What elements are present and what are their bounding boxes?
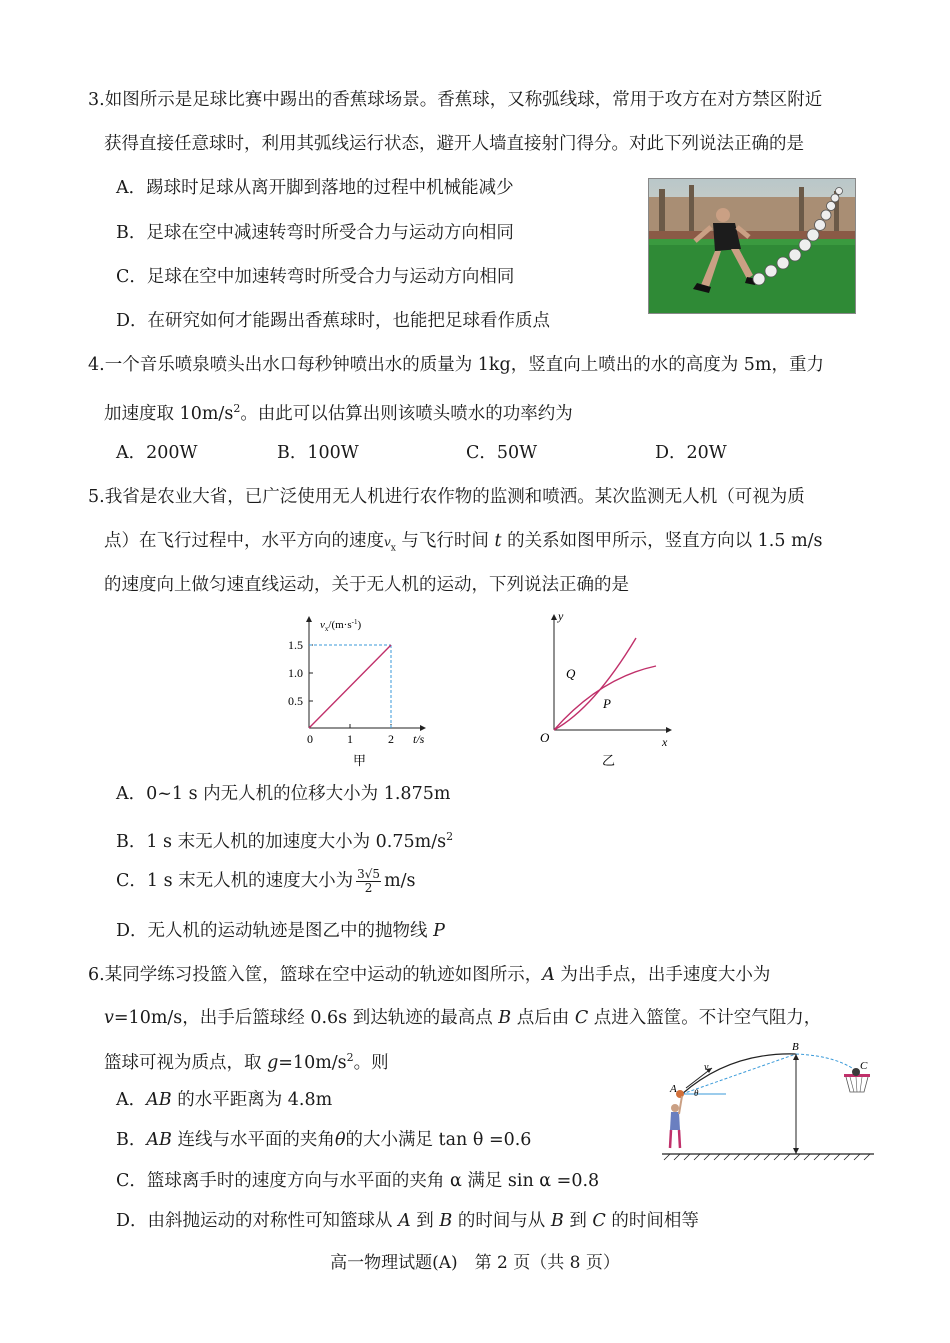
label-v: v [704,1062,709,1073]
q6-line3-c: 。则 [353,1052,389,1073]
figure-jia-vx-t-graph [270,608,440,770]
ab-chord [682,1054,796,1094]
trajectory-bc [796,1054,860,1074]
q6-optd-c: 的时间与从 [452,1211,551,1231]
kid-body-icon [670,1112,680,1130]
q6-line2-v: v [104,1008,114,1028]
q3-option-a: A．踢球时足球从离开脚到落地的过程中机械能减少 [116,178,514,198]
q6-line2-b: 点后由 [511,1008,575,1028]
q6-stem-line1 [88,963,770,987]
jia-y-arrow-icon [306,616,312,622]
q4-line2-sup: 2 [233,402,241,415]
q5-optd-p: P [433,921,445,941]
q6-optd-d: 到 [563,1211,593,1231]
q6-line2-a: =10m/s，出手后篮球经 0.6s 到达轨迹的最高点 [113,1008,499,1028]
q6-opta-text: 的水平距离为 4.8m [171,1090,333,1110]
q4-line2-pre: 加速度取 10m/s [104,403,234,424]
q5-line2-vsub: x [390,543,396,554]
yi-y-label: y [558,609,564,623]
q3-stem-line2: 获得直接任意球时，利用其弧线运行状态，避开人墙直接射门得分。对此下列说法正确的是 [104,134,804,154]
b-arrow-down-icon [793,1148,799,1154]
q5-optd-text: D．无人机的运动轨迹是图乙中的抛物线 [116,921,434,941]
q4-option-d: D．20W [655,443,727,463]
q5-option-c [116,868,416,895]
q6-optd-A: A [398,1211,411,1231]
q4-option-a: A．200W [116,443,198,463]
jia-xtick-2: 2 [388,732,394,746]
jia-xtick-1: 1 [347,732,353,746]
q5-line2-t: t [494,531,502,551]
q6-optb-theta: θ [334,1130,346,1150]
q6-line3-b: =10m/s [278,1052,347,1073]
q5-line2-a: 点）在飞行过程中，水平方向的速度 [104,531,384,551]
ball-in-hoop-icon [852,1068,860,1076]
q6-line1-a: 6.某同学练习投篮入筐，篮球在空中运动的轨迹如图所示， [88,965,543,985]
label-a: A [670,1083,677,1095]
q4-stem-line2 [104,397,573,426]
basketball-trajectory-figure [660,1038,880,1164]
q6-optd-a: D．由斜抛运动的对称性可知篮球从 [116,1211,399,1231]
q6-optd-b: 到 [410,1211,440,1231]
q4-line2-post: 。由此可以估算出则该喷头喷水的功率约为 [240,403,573,424]
q5-stem-line2 [104,529,823,561]
q3-option-d: D．在研究如何才能踢出香蕉球时，也能把足球看作质点 [116,311,551,331]
yi-x-label: x [662,735,668,749]
q6-optb-text2: 的大小满足 tan θ =0.6 [345,1130,532,1150]
q5-stem-line3: 的速度向上做匀速直线运动，关于无人机的运动，下列说法正确的是 [104,575,629,595]
q5-optc-den: 2 [364,881,373,895]
q6-optd-e: 的时间相等 [605,1211,699,1231]
kid-head-icon [671,1104,679,1112]
jia-ylabel: $v_x/(m\cdot s^{-1})$ [320,618,362,633]
q5-line2-v: v [384,535,391,549]
yi-x-arrow-icon [666,727,672,733]
b-arrow-up-icon [793,1054,799,1060]
q6-stem-line3 [104,1046,389,1075]
q6-line1-A: A [542,965,555,985]
q6-line2-C: C [574,1008,589,1028]
jia-ytick-0-5: 0.5 [288,694,303,708]
q6-line2-c: 点进入篮筐。不计空气阻力， [588,1008,822,1028]
yi-y-arrow-icon [551,614,557,620]
q6-option-d [116,1209,699,1233]
q6-line3-a: 篮球可视为质点，取 [104,1052,268,1073]
yi-caption: 乙 [602,754,616,769]
q6-optd-C: C [592,1211,606,1231]
q4-option-b: B．100W [277,443,359,463]
q3-option-c: C．足球在空中加速转弯时所受合力与运动方向相同 [116,267,515,287]
q6-optb-letter: B． [116,1130,147,1150]
q6-optb-text: 连线与水平面的夹角 [171,1130,335,1150]
page-footer: 高一物理试题(A) 第 2 页（共 8 页） [330,1253,620,1273]
label-c: C [860,1060,868,1072]
yi-p-label: P [603,696,611,711]
banana-kick-photo [648,178,856,314]
jia-ytick-1-0: 1.0 [288,666,303,680]
q5-optc-text: C．1 s 末无人机的速度大小为 [116,871,354,891]
q5-stem-line1: 5.我省是农业大省，已广泛使用无人机进行农作物的监测和喷洒。某次监测无人机（可视为质 [88,487,805,507]
q3-option-b: B．足球在空中减速转弯时所受合力与运动方向相同 [116,223,514,243]
q6-opta-letter: A． [116,1090,147,1110]
q5-line2-b: 与飞行时间 [395,531,495,551]
q6-line3-g: g [267,1052,279,1073]
jia-xtick-0: 0 [307,732,313,746]
q6-line1-b: 为出手点，出手速度大小为 [554,965,771,985]
banana-kick-illustration [649,179,855,313]
q5-optc-fraction [356,868,381,895]
figure-yi-trajectory [530,608,680,770]
q6-stem-line2 [104,1006,821,1030]
yi-q-label: Q [566,666,576,681]
jia-x-arrow-icon [420,725,426,731]
yi-origin-label: O [540,730,550,745]
q5-optc-num: 3√5 [357,867,381,881]
jia-caption: 甲 [353,754,367,769]
jia-ytick-1-5: 1.5 [288,638,303,652]
q6-option-a [116,1088,332,1112]
q5-option-a: A．0~1 s 内无人机的位移大小为 1.875m [116,784,451,804]
q5-optc-unit: m/s [384,871,416,891]
q6-line3-sup: 2 [346,1051,354,1064]
q5-optb-text: B．1 s 末无人机的加速度大小为 0.75m/s [116,831,447,852]
jia-vx-line [309,645,391,728]
q6-optd-B2: B [550,1211,564,1231]
q4-option-c: C．50W [466,443,538,463]
q4-stem-line1: 4.一个音乐喷泉喷头出水口每秒钟喷出水的质量为 1kg，竖直向上喷出的水的高度为 5m，重力 [88,355,824,375]
label-b: B [792,1041,799,1053]
q3-stem-line1: 3.如图所示是足球比赛中踢出的香蕉球场景。香蕉球，又称弧线球，常用于攻方在对方禁区附近 [88,90,823,110]
q5-line2-c: 的关系如图甲所示，竖直方向以 1.5 m/s [501,531,823,551]
q5-option-b [116,825,453,854]
ground-hatching [664,1154,870,1160]
q6-opta-ab: AB [146,1090,172,1110]
q5-option-d [116,919,445,943]
label-theta: θ [694,1088,699,1098]
q5-optb-sup: 2 [446,830,454,843]
q6-optb-ab: AB [146,1130,172,1150]
q6-option-b [116,1128,531,1152]
q6-option-c: C．篮球离手时的速度方向与水平面的夹角 α 满足 sin α =0.8 [116,1171,600,1191]
jia-xlabel: t/s [413,732,425,746]
q6-optd-B: B [439,1211,453,1231]
q6-line2-B: B [498,1008,512,1028]
